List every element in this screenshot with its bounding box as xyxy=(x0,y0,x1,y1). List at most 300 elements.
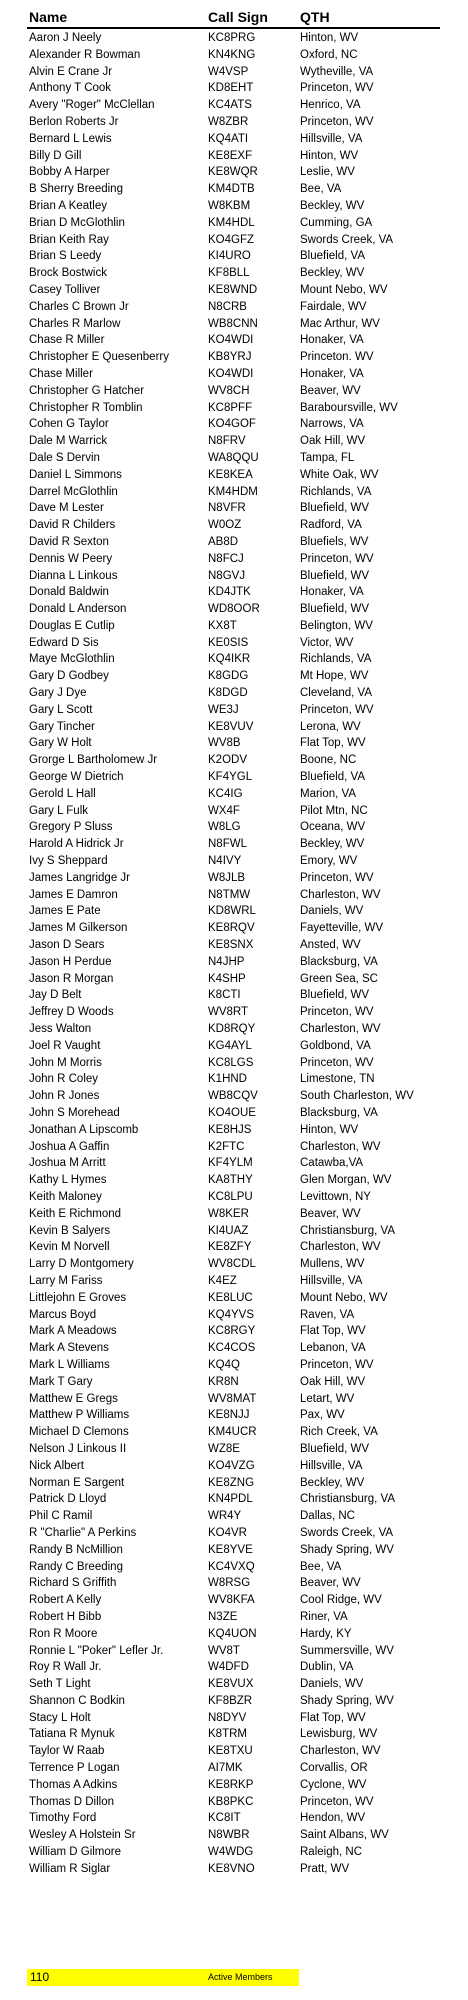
member-qth: Radford, VA xyxy=(300,519,362,532)
member-name: Joshua A Gaffin xyxy=(29,1140,110,1153)
member-name: Jason D Sears xyxy=(29,939,105,952)
header-divider xyxy=(27,27,440,29)
member-call-sign: WV8B xyxy=(208,737,241,750)
member-name: Edward D Sis xyxy=(29,636,99,649)
member-name: Chase Miller xyxy=(29,367,93,380)
member-call-sign: KO4WDI xyxy=(208,334,254,347)
member-qth: Fayetteville, WV xyxy=(300,922,384,935)
member-call-sign: WV8KFA xyxy=(208,1594,255,1607)
member-call-sign: KA8THY xyxy=(208,1174,253,1187)
member-call-sign: KC8LGS xyxy=(208,1056,254,1069)
member-name: Dale M Warrick xyxy=(29,435,108,448)
member-name: David R Childers xyxy=(29,519,116,532)
member-call-sign: N4JHP xyxy=(208,955,245,968)
member-call-sign: KO4GOF xyxy=(208,418,256,431)
member-qth: Rich Creek, VA xyxy=(300,1426,378,1439)
member-name: Brian Keith Ray xyxy=(29,233,109,246)
member-name: Marcus Boyd xyxy=(29,1308,97,1321)
member-call-sign: W8ZBR xyxy=(208,115,249,128)
member-call-sign: WB8CNN xyxy=(208,317,258,330)
member-call-sign: KM4DTB xyxy=(208,183,255,196)
member-qth: Shady Spring, WV xyxy=(300,1694,394,1707)
member-qth: Princeton, WV xyxy=(300,871,374,884)
member-call-sign: W4VSP xyxy=(208,65,249,78)
member-name: Thomas A Adkins xyxy=(29,1778,118,1791)
member-call-sign: K8TRM xyxy=(208,1728,247,1741)
table-row xyxy=(0,198,468,215)
member-qth: Ansted, WV xyxy=(300,939,361,952)
table-row xyxy=(0,601,468,618)
table-row xyxy=(0,1626,468,1643)
member-qth: Goldbond, VA xyxy=(300,1039,371,1052)
member-qth: Princeton, WV xyxy=(300,552,374,565)
member-name: Randy C Breeding xyxy=(29,1560,123,1573)
table-row xyxy=(0,416,468,433)
member-call-sign: KD4JTK xyxy=(208,586,251,599)
member-name: Timothy Ford xyxy=(29,1812,97,1825)
member-name: Larry D Montgomery xyxy=(29,1258,134,1271)
table-row xyxy=(0,349,468,366)
member-name: Chase R Miller xyxy=(29,334,105,347)
member-name: Jason R Morgan xyxy=(29,972,114,985)
total-label: Active Members xyxy=(208,1972,273,1982)
member-name: Phil C Ramil xyxy=(29,1510,93,1523)
table-row xyxy=(0,148,468,165)
member-call-sign: WD8OOR xyxy=(208,603,260,616)
member-name: Jason H Perdue xyxy=(29,955,112,968)
member-name: Richard S Griffith xyxy=(29,1577,117,1590)
member-name: Mark T Gary xyxy=(29,1375,93,1388)
table-row xyxy=(0,584,468,601)
member-qth: Henrico, VA xyxy=(300,99,361,112)
table-row xyxy=(0,1223,468,1240)
member-name: Michael D Clemons xyxy=(29,1426,129,1439)
member-call-sign: AB8D xyxy=(208,535,239,548)
member-qth: Pax, WV xyxy=(300,1409,345,1422)
member-call-sign: KE8RQV xyxy=(208,922,255,935)
member-call-sign: KC4COS xyxy=(208,1342,256,1355)
member-qth: Beckley, WV xyxy=(300,199,365,212)
member-qth: Saint Albans, WV xyxy=(300,1829,389,1842)
member-qth: Charleston, WV xyxy=(300,1023,381,1036)
member-call-sign: K4EZ xyxy=(208,1274,237,1287)
member-qth: Summersville, WV xyxy=(300,1644,394,1657)
table-row xyxy=(0,1827,468,1844)
member-name: Kevin B Salyers xyxy=(29,1224,111,1237)
table-row xyxy=(0,769,468,786)
member-qth: Hinton, WV xyxy=(300,32,359,44)
member-qth: Corvallis, OR xyxy=(300,1762,368,1775)
member-call-sign: KO4WDI xyxy=(208,367,254,380)
table-row xyxy=(0,1491,468,1508)
table-row xyxy=(0,1743,468,1760)
header-call-sign: Call Sign xyxy=(208,9,268,25)
table-row xyxy=(0,383,468,400)
table-row xyxy=(0,332,468,349)
member-name: Ron R Moore xyxy=(29,1627,98,1640)
total-row xyxy=(27,1969,299,1986)
member-qth: Bluefield, WV xyxy=(300,989,370,1002)
member-qth: Raven, VA xyxy=(300,1308,355,1321)
member-call-sign: KE8ZNG xyxy=(208,1476,255,1489)
member-qth: Marion, VA xyxy=(300,787,357,800)
member-call-sign: K1HND xyxy=(208,1073,247,1086)
table-row xyxy=(0,1508,468,1525)
table-row xyxy=(0,702,468,719)
member-call-sign: W8KER xyxy=(208,1207,249,1220)
member-call-sign: WX4F xyxy=(208,804,240,817)
member-qth: Mount Nebo, WV xyxy=(300,283,388,296)
member-name: Charles C Brown Jr xyxy=(29,300,129,313)
member-call-sign: WE3J xyxy=(208,703,239,716)
member-name: Maye McGlothlin xyxy=(29,653,115,666)
member-name: Gerold L Hall xyxy=(29,787,96,800)
member-call-sign: KN4PDL xyxy=(208,1493,253,1506)
member-call-sign: N8VFR xyxy=(208,502,246,515)
member-qth: Hardy, KY xyxy=(300,1627,352,1640)
member-name: Christopher G Hatcher xyxy=(29,384,145,397)
member-qth: Oak Hill, WV xyxy=(300,435,366,448)
member-call-sign: KC8IT xyxy=(208,1812,241,1825)
table-row xyxy=(0,1307,468,1324)
member-qth: Green Sea, SC xyxy=(300,972,378,985)
table-row xyxy=(0,1441,468,1458)
table-row xyxy=(0,64,468,81)
member-qth: Princeton, WV xyxy=(300,1358,374,1371)
member-call-sign: KC8RGY xyxy=(208,1325,256,1338)
member-call-sign: KX8T xyxy=(208,619,237,632)
member-qth: Flat Top, WV xyxy=(300,737,366,750)
table-row xyxy=(0,400,468,417)
member-qth: Daniels, WV xyxy=(300,905,364,918)
table-row xyxy=(0,735,468,752)
member-call-sign: N8TMW xyxy=(208,888,251,901)
member-qth: Catawba,VA xyxy=(300,1157,364,1170)
table-row xyxy=(0,853,468,870)
table-row xyxy=(0,752,468,769)
member-qth: Beckley, WV xyxy=(300,838,365,851)
member-name: James Langridge Jr xyxy=(29,871,130,884)
member-call-sign: N8WBR xyxy=(208,1829,250,1842)
member-call-sign: KF8BLL xyxy=(208,267,250,280)
member-name: Billy D Gill xyxy=(29,149,82,162)
member-name: Nelson J Linkous II xyxy=(29,1442,127,1455)
table-row xyxy=(0,1004,468,1021)
member-qth: Mullens, WV xyxy=(300,1258,365,1271)
table-row xyxy=(0,1760,468,1777)
member-name: Randy B NcMillion xyxy=(29,1543,123,1556)
table-row xyxy=(0,282,468,299)
member-qth: Baraboursville, WV xyxy=(300,401,398,414)
table-row xyxy=(0,920,468,937)
member-qth: Oak Hill, WV xyxy=(300,1375,366,1388)
member-qth: Mac Arthur, WV xyxy=(300,317,380,330)
member-qth: Cleveland, VA xyxy=(300,687,373,700)
table-row xyxy=(0,248,468,265)
member-qth: Bluefiels, WV xyxy=(300,535,369,548)
member-name: Taylor W Raab xyxy=(29,1745,105,1758)
table-row xyxy=(0,1273,468,1290)
member-name: Joel R Vaught xyxy=(29,1039,101,1052)
member-call-sign: KB8YRJ xyxy=(208,351,252,364)
table-row xyxy=(0,47,468,64)
member-qth: Pratt, WV xyxy=(300,1862,350,1875)
table-row xyxy=(0,467,468,484)
table-row xyxy=(0,1424,468,1441)
table-row xyxy=(0,299,468,316)
member-name: Robert A Kelly xyxy=(29,1594,102,1607)
table-row xyxy=(0,316,468,333)
member-call-sign: N8FWL xyxy=(208,838,247,851)
member-call-sign: KF4YLM xyxy=(208,1157,253,1170)
table-row xyxy=(0,870,468,887)
member-qth: Dallas, NC xyxy=(300,1510,355,1523)
member-call-sign: KE8NJJ xyxy=(208,1409,250,1422)
member-call-sign: KR8N xyxy=(208,1375,239,1388)
table-row xyxy=(0,164,468,181)
member-call-sign: N3ZE xyxy=(208,1610,238,1623)
member-name: Dale S Dervin xyxy=(29,451,100,464)
member-qth: Bee, VA xyxy=(300,1560,342,1573)
table-row xyxy=(0,1458,468,1475)
member-name: Tatiana R Mynuk xyxy=(29,1728,115,1741)
member-qth: Hillsville, VA xyxy=(300,132,363,145)
member-qth: Hinton, WV xyxy=(300,149,359,162)
member-name: Christopher R Tomblin xyxy=(29,401,143,414)
member-name: Donald Baldwin xyxy=(29,586,109,599)
member-name: Brian A Keatley xyxy=(29,199,107,212)
member-name: Ivy S Sheppard xyxy=(29,855,108,868)
table-row xyxy=(0,1239,468,1256)
member-qth: Bluefield, WV xyxy=(300,1442,370,1455)
member-name: Gary L Scott xyxy=(29,703,93,716)
member-call-sign: W4DFD xyxy=(208,1661,249,1674)
member-name: Grorge L Bartholomew Jr xyxy=(29,754,158,767)
member-name: R "Charlie" A Perkins xyxy=(29,1526,137,1539)
table-row xyxy=(0,114,468,131)
member-call-sign: KE8SNX xyxy=(208,939,254,952)
member-qth: Glen Morgan, WV xyxy=(300,1174,392,1187)
member-qth: Princeton. WV xyxy=(300,351,374,364)
member-call-sign: KC4VXQ xyxy=(208,1560,255,1573)
member-qth: Oceana, WV xyxy=(300,821,366,834)
member-call-sign: KF8BZR xyxy=(208,1694,253,1707)
member-qth: Blacksburg, VA xyxy=(300,955,378,968)
member-qth: Hillsville, VA xyxy=(300,1459,363,1472)
table-row xyxy=(0,1055,468,1072)
member-qth: Leslie, WV xyxy=(300,166,355,179)
table-row xyxy=(0,1575,468,1592)
member-qth: Mount Nebo, WV xyxy=(300,1291,388,1304)
table-row xyxy=(0,366,468,383)
member-call-sign: N8FCJ xyxy=(208,552,244,565)
member-name: Alvin E Crane Jr xyxy=(29,65,113,78)
table-row xyxy=(0,1592,468,1609)
member-qth: Cool Ridge, WV xyxy=(300,1594,382,1607)
member-call-sign: KQ4IKR xyxy=(208,653,251,666)
member-name: Jonathan A Lipscomb xyxy=(29,1123,139,1136)
member-qth: Lebanon, VA xyxy=(300,1342,366,1355)
member-call-sign: KC8PRG xyxy=(208,32,256,44)
member-call-sign: KE8VNO xyxy=(208,1862,255,1875)
member-qth: Lewisburg, WV xyxy=(300,1728,378,1741)
member-call-sign: WZ8E xyxy=(208,1442,240,1455)
table-row xyxy=(0,1323,468,1340)
member-name: George W Dietrich xyxy=(29,771,124,784)
member-name: Kathy L Hymes xyxy=(29,1174,107,1187)
member-name: Littlejohn E Groves xyxy=(29,1291,127,1304)
member-call-sign: KM4UCR xyxy=(208,1426,257,1439)
member-qth: Princeton, WV xyxy=(300,1006,374,1019)
table-row xyxy=(0,534,468,551)
member-call-sign: N8CRB xyxy=(208,300,247,313)
member-name: John M Morris xyxy=(29,1056,102,1069)
member-call-sign: KC4ATS xyxy=(208,99,252,112)
member-qth: Princeton, WV xyxy=(300,1795,374,1808)
member-name: Aaron J Neely xyxy=(29,32,102,44)
header-qth: QTH xyxy=(300,9,330,25)
member-name: Keith E Richmond xyxy=(29,1207,122,1220)
member-qth: Victor, WV xyxy=(300,636,354,649)
table-row xyxy=(0,1357,468,1374)
member-qth: Richlands, VA xyxy=(300,653,372,666)
member-call-sign: KE8VUX xyxy=(208,1678,254,1691)
table-row xyxy=(0,937,468,954)
table-row xyxy=(0,1407,468,1424)
table-row xyxy=(0,1172,468,1189)
member-name: Matthew P Williams xyxy=(29,1409,130,1422)
member-qth: Charleston, WV xyxy=(300,1241,381,1254)
member-qth: Limestone, TN xyxy=(300,1073,375,1086)
member-call-sign: KE8TXU xyxy=(208,1745,253,1758)
member-qth: Beckley, WV xyxy=(300,267,365,280)
member-call-sign: WV8T xyxy=(208,1644,240,1657)
table-row xyxy=(0,954,468,971)
member-name: Gregory P Sluss xyxy=(29,821,113,834)
member-name: William D Gilmore xyxy=(29,1846,121,1859)
table-row xyxy=(0,1139,468,1156)
member-name: Harold A Hidrick Jr xyxy=(29,838,124,851)
member-name: Ronnie L "Poker" Lefler Jr. xyxy=(29,1644,164,1657)
member-qth: Richlands, VA xyxy=(300,485,372,498)
member-name: James E Pate xyxy=(29,905,101,918)
member-call-sign: N8DYV xyxy=(208,1711,247,1724)
member-name: Mark L Williams xyxy=(29,1358,110,1371)
member-name: Terrence P Logan xyxy=(29,1762,120,1775)
table-row xyxy=(0,1861,468,1878)
member-name: Anthony T Cook xyxy=(29,82,112,95)
member-qth: Swords Creek, VA xyxy=(300,1526,394,1539)
member-name: Gary L Fulk xyxy=(29,804,89,817)
member-name: Wesley A Holstein Sr xyxy=(29,1829,136,1842)
member-qth: Honaker, VA xyxy=(300,586,364,599)
member-call-sign: N8GVJ xyxy=(208,569,246,582)
table-row xyxy=(0,987,468,1004)
member-qth: Hendon, WV xyxy=(300,1812,366,1825)
member-name: Larry M Fariss xyxy=(29,1274,103,1287)
table-row xyxy=(0,450,468,467)
member-qth: Swords Creek, VA xyxy=(300,233,394,246)
member-name: James E Damron xyxy=(29,888,118,901)
table-row xyxy=(0,1659,468,1676)
member-qth: Charleston, WV xyxy=(300,1745,381,1758)
table-row xyxy=(0,1559,468,1576)
member-qth: Fairdale, WV xyxy=(300,300,367,313)
member-name: Donald L Anderson xyxy=(29,603,127,616)
table-row xyxy=(0,887,468,904)
member-call-sign: KB8PKC xyxy=(208,1795,254,1808)
member-qth: Bluefield, VA xyxy=(300,250,365,263)
member-qth: Cumming, GA xyxy=(300,216,373,229)
member-qth: Beaver, WV xyxy=(300,1207,361,1220)
member-qth: Boone, NC xyxy=(300,754,357,767)
member-call-sign: KE8WND xyxy=(208,283,258,296)
member-qth: Riner, VA xyxy=(300,1610,348,1623)
table-row xyxy=(0,719,468,736)
member-call-sign: K2FTC xyxy=(208,1140,245,1153)
member-call-sign: WV8MAT xyxy=(208,1392,257,1405)
member-call-sign: KE8VUV xyxy=(208,720,254,733)
member-call-sign: KQ4Q xyxy=(208,1358,240,1371)
member-qth: Bee, VA xyxy=(300,183,342,196)
member-call-sign: N8FRV xyxy=(208,435,246,448)
member-name: Jess Walton xyxy=(29,1023,92,1036)
member-call-sign: KE8RKP xyxy=(208,1778,254,1791)
member-qth: Belington, WV xyxy=(300,619,373,632)
table-row xyxy=(0,618,468,635)
table-row xyxy=(0,635,468,652)
table-row xyxy=(0,685,468,702)
member-call-sign: W4WDG xyxy=(208,1846,254,1859)
table-row xyxy=(0,1391,468,1408)
member-name: Brian D McGlothlin xyxy=(29,216,125,229)
member-call-sign: W8LG xyxy=(208,821,241,834)
member-call-sign: KI4URO xyxy=(208,250,251,263)
table-row xyxy=(0,651,468,668)
member-name: Kevin M Norvell xyxy=(29,1241,110,1254)
member-qth: Beckley, WV xyxy=(300,1476,365,1489)
member-qth: Dublin, VA xyxy=(300,1661,354,1674)
member-name: Christopher E Quesenberry xyxy=(29,351,169,364)
member-qth: Bluefield, VA xyxy=(300,771,365,784)
table-row xyxy=(0,1643,468,1660)
member-call-sign: KQ4YVS xyxy=(208,1308,255,1321)
member-name: Cohen G Taylor xyxy=(29,418,109,431)
member-name: Bernard L Lewis xyxy=(29,132,112,145)
member-qth: Wytheville, VA xyxy=(300,65,374,78)
member-name: Casey Tolliver xyxy=(29,283,101,296)
total-count: 110 xyxy=(30,1970,50,1984)
member-call-sign: WR4Y xyxy=(208,1510,242,1523)
member-name: Stacy L Holt xyxy=(29,1711,91,1724)
member-qth: Tampa, FL xyxy=(300,451,355,464)
table-row xyxy=(0,1340,468,1357)
member-call-sign: WA8QQU xyxy=(208,451,259,464)
member-name: John R Coley xyxy=(29,1073,99,1086)
member-name: Patrick D Lloyd xyxy=(29,1493,107,1506)
member-name: Gary J Dye xyxy=(29,687,87,700)
member-call-sign: KC8PFF xyxy=(208,401,253,414)
member-call-sign: KO4VZG xyxy=(208,1459,255,1472)
member-name: Shannon C Bodkin xyxy=(29,1694,125,1707)
table-row xyxy=(0,1206,468,1223)
member-call-sign: KI4UAZ xyxy=(208,1224,249,1237)
member-call-sign: KE8EXF xyxy=(208,149,253,162)
table-row xyxy=(0,1710,468,1727)
member-call-sign: W8JLB xyxy=(208,871,246,884)
table-row xyxy=(0,1475,468,1492)
table-row xyxy=(0,131,468,148)
